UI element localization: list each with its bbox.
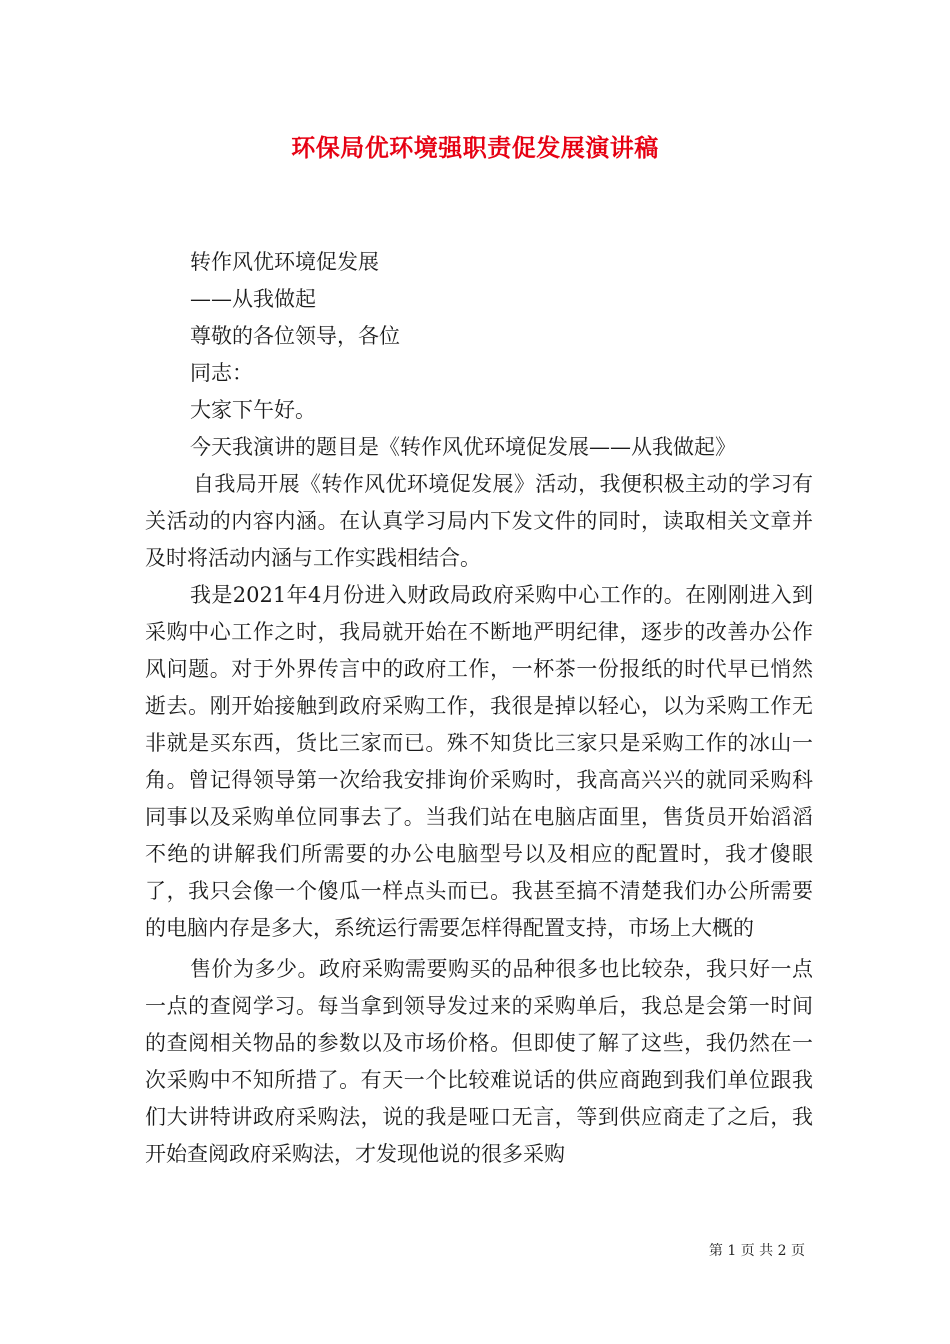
- greeting-line: 大家下午好。: [190, 398, 316, 422]
- paragraph: 自我局开展《转作风优环境促发展》活动，我便积极主动的学习有关活动的内容内涵。在认真学习局内下发文件的同时，读取相关文章并及时将活动内涵与工作实践相结合。: [145, 472, 813, 570]
- heading-line: 转作风优环境促发展: [190, 250, 379, 274]
- document-title: 环保局优环境强职责促发展演讲稿: [291, 133, 659, 162]
- paragraph: 我是2021年4月份进入财政局政府采购中心工作的。在刚刚进入到采购中心工作之时，我局就开始在不断地严明纪律，逐步的改善办公作风问题。对于外界传言中的政府工作，一杯茶一份报纸的时代早已悄然逝去。刚开始接触到政府采购工作，我很是掉以轻心，以为采购工作无非就是买东西，货比三家而已。殊不知货比三家只是采购工作的冰山一角。曾记得领导第一次给我安排询价采购时，我高高兴兴的就同采购科同事以及采购单位同事去了。当我们站在电脑店面里，售货员开始滔滔不绝的讲解我们所需要的办公电脑型号以及相应的配置时，我才傻眼了，我只会像一个傻瓜一样点头而已。我甚至搞不清楚我们办公所需要的电脑内存是多大，系统运行需要怎样得配置支持，市场上大概的: [145, 583, 813, 940]
- page-number: 第 1 页 共 2 页: [708, 1243, 805, 1259]
- subheading-line: ——从我做起: [190, 287, 316, 311]
- topic-line: 今天我演讲的题目是《转作风优环境促发展——从我做起》: [190, 435, 736, 459]
- paragraph: 售价为多少。政府采购需要购买的品种很多也比较杂，我只好一点一点的查阅学习。每当拿到领导发过来的采购单后，我总是会第一时间的查阅相关物品的参数以及市场价格。但即使了解了这些，我仍然在一次采购中不知所措了。有天一个比较难说话的供应商跑到我们单位跟我们大讲特讲政府采购法，说的我是哑口无言，等到供应商走了之后，我开始查阅政府采购法，才发现他说的很多采购: [145, 957, 813, 1166]
- salutation-line: 尊敬的各位领导，各位: [190, 324, 400, 348]
- salutation-line: 同志：: [190, 361, 253, 385]
- document-body: [145, 244, 813, 1173]
